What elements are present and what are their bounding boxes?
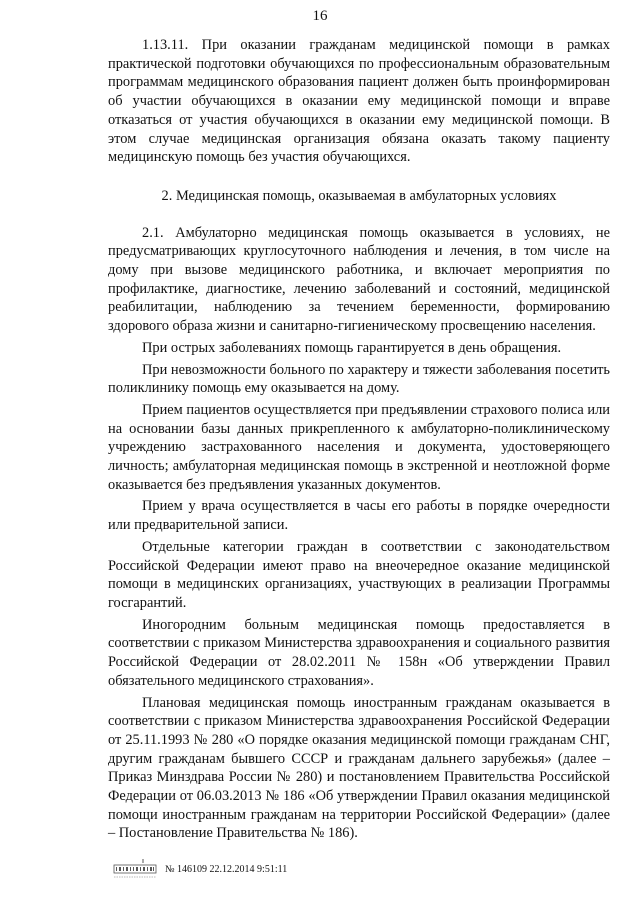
paragraph-2-1: 2.1. Амбулаторно медицинская помощь оказывается в условиях, не предусматривающих круглосуточного наблюдения и лечения, в том числе на дому при вызове медицинского работника, и включает мероприятия по профилактике, диагностике, лечению заболеваний и состояний, медицинской реабилитации, наблюдению за течением беременности, формированию здорового образа жизни и санитарно-гигиеническому просвещению населения. <box>108 224 610 335</box>
section-heading: 2. Медицинская помощь, оказываемая в амбулаторных условиях <box>161 187 557 204</box>
barcode-stamp-icon <box>113 858 157 882</box>
paragraph-acute: При острых заболеваниях помощь гарантируется в день обращения. <box>142 339 562 356</box>
footer <box>113 858 413 884</box>
document-id: № 146109 22.12.2014 9:51:11 <box>165 864 288 875</box>
paragraph-doctor-hours: Прием у врача осуществляется в часы его работы в порядке очередности или предварительной записи. <box>108 498 610 534</box>
page-number: 16 <box>312 8 328 24</box>
paragraph-priority: Отдельные категории граждан в соответствии с законодательством Российской Федерации имеют право на внеочередное оказание медицинской помощи в медицинских организациях, участвующих в реализации Программы госгарантий. <box>108 538 610 611</box>
paragraph-1-13-11: 1.13.11. При оказании гражданам медицинской помощи в рамках практической подготовки обучающихся по профессиональным образовательным программам медицинского образования пациент должен быть проинформирован об участии обучающихся в оказании ему медицинской помощи и вправе отказаться от участия обучающихся в оказании ему медицинской помощи. В этом случае медицинская организация обязана оказать такому пациенту медицинскую помощь без участия обучающихся. <box>108 37 610 166</box>
paragraph-nonresident: Иногородним больным медицинская помощь предоставляется в соответствии с приказом Министерства здравоохранения и социального развития Российской Федерации от 28.02.2011 № 158н «Об утверждении Правил обязательного медицинского страхования». <box>108 616 610 689</box>
paragraph-home-visit: При невозможности больного по характеру и тяжести заболевания посетить поликлинику помощь ему оказывается на дому. <box>108 361 610 397</box>
paragraph-foreigners: Плановая медицинская помощь иностранным гражданам оказывается в соответствии с приказом Министерства здравоохранения Российской Федерации от 25.11.1993 № 280 «О порядке оказания медицинской помощи гражданам СНГ, другим гражданам бывшего СССР и гражданам дальнего зарубежья» (далее – Приказ Минздрава России № 280) и постановлением Правительства Российской Федерации от 06.03.2013 № 186 «Об утверждении Правил оказания медицинской помощи иностранным гражданам на территории Российской Федерации» (далее – Постановление Правительства № 186). <box>108 694 610 842</box>
document-body <box>108 36 610 843</box>
paragraph-reception: Прием пациентов осуществляется при предъявлении страхового полиса или на основании базы данных прикрепленного к амбулаторно-поликлиническому учреждению застрахованного населения и документа, удостоверяющего личность; амбулаторная медицинская помощь в экстренной и неотложной форме оказывается без предъявления указанных документов. <box>108 401 610 493</box>
